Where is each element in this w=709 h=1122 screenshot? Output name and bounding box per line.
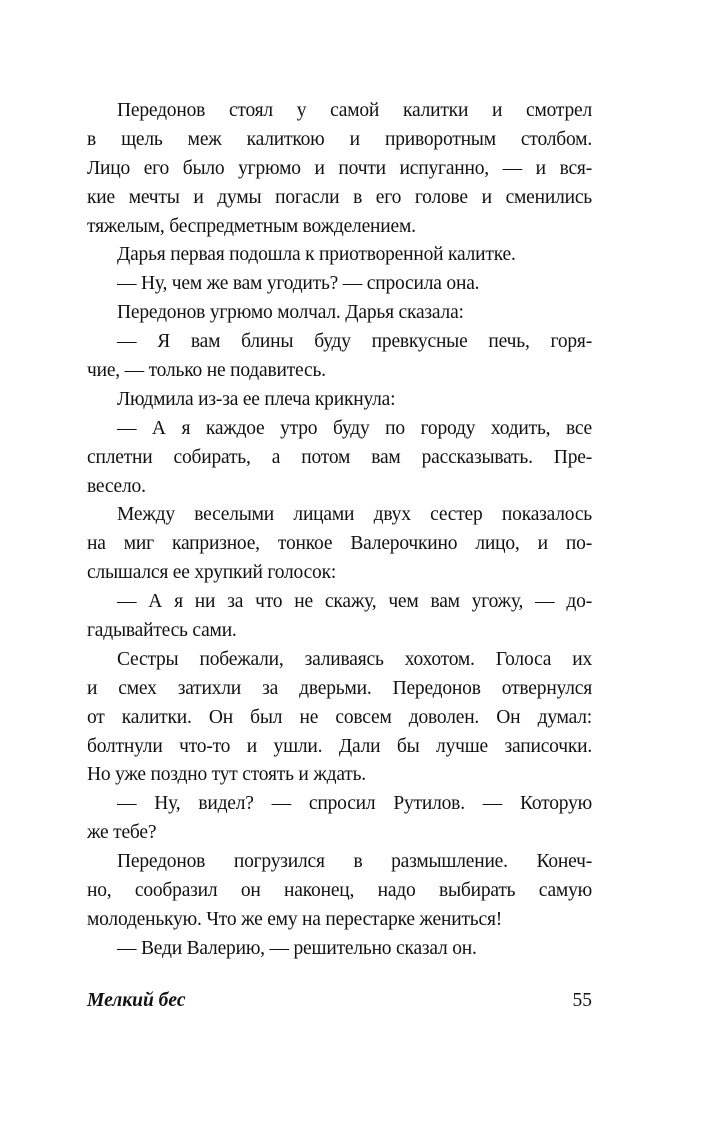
paragraph (87, 790, 592, 848)
paragraph (87, 501, 592, 588)
paragraph (87, 270, 592, 299)
body-text (87, 97, 592, 964)
text-line: сплетни собирать, а потом вам рассказывать. Пре- (87, 446, 592, 468)
paragraph (87, 935, 592, 964)
text-line: болтнули что-то и ушли. Дали бы лучше записочки. (87, 735, 592, 757)
text-line: Людмила из-за ее плеча крикнула: (117, 388, 396, 410)
text-line: кие мечты и думы погасли в его голове и сменились (87, 186, 592, 208)
text-line: Дарья первая подошла к приотворенной калитке. (117, 244, 516, 266)
text-line: Передонов погрузился в размышление. Конеч- (117, 851, 592, 873)
paragraph (87, 415, 592, 502)
page-number: 55 (572, 990, 592, 1011)
text-line: Сестры побежали, заливаясь хохотом. Голоса их (117, 648, 592, 670)
text-line: на миг капризное, тонкое Валерочкино лицо, и по- (87, 533, 592, 555)
text-line: гадывайтесь сами. (87, 620, 237, 642)
paragraph (87, 299, 592, 328)
text-line: Но уже поздно тут стоять и ждать. (87, 764, 366, 786)
text-line: чие, — только не подавитесь. (87, 360, 326, 382)
text-line: от калитки. Он был не совсем доволен. Он думал: (87, 706, 592, 728)
text-line: слышался ее хрупкий голосок: (87, 562, 337, 584)
text-line: — Ну, видел? — спросил Рутилов. — Которую (117, 793, 592, 815)
text-line: — Веди Валерию, — решительно сказал он. (117, 937, 477, 959)
text-line: и смех затихли за дверьми. Передонов отвернулся (87, 677, 592, 699)
text-line: Между веселыми лицами двух сестер показалось (117, 504, 592, 526)
paragraph (87, 646, 592, 790)
text-line: — Ну, чем же вам угодить? — спросила она. (117, 273, 480, 295)
paragraph (87, 848, 592, 935)
text-line: же тебе? (87, 822, 157, 844)
page-footer (87, 990, 592, 1020)
paragraph (87, 588, 592, 646)
text-line: — А я каждое утро буду по городу ходить, все (117, 417, 592, 439)
paragraph (87, 97, 592, 241)
paragraph (87, 328, 592, 386)
text-line: — А я ни за что не скажу, чем вам угожу, — до- (117, 591, 592, 613)
text-line: весело. (87, 475, 146, 497)
text-line: но, сообразил он наконец, надо выбирать самую (87, 880, 592, 902)
text-line: молоденькую. Что же ему на перестарке жениться! (87, 908, 503, 930)
text-line: — Я вам блины буду превкусные печь, горя- (117, 331, 592, 353)
paragraph (87, 386, 592, 415)
text-line: в щель меж калиткою и приворотным столбом. (87, 128, 592, 150)
text-line: Лицо его было угрюмо и почти испуганно, — и вся- (87, 157, 592, 179)
text-line: Передонов угрюмо молчал. Дарья сказала: (117, 302, 464, 324)
running-title: Мелкий бес (87, 990, 186, 1011)
text-line: Передонов стоял у самой калитки и смотрел (117, 100, 592, 121)
paragraph (87, 241, 592, 270)
text-line: тяжелым, беспредметным вожделением. (87, 215, 416, 237)
